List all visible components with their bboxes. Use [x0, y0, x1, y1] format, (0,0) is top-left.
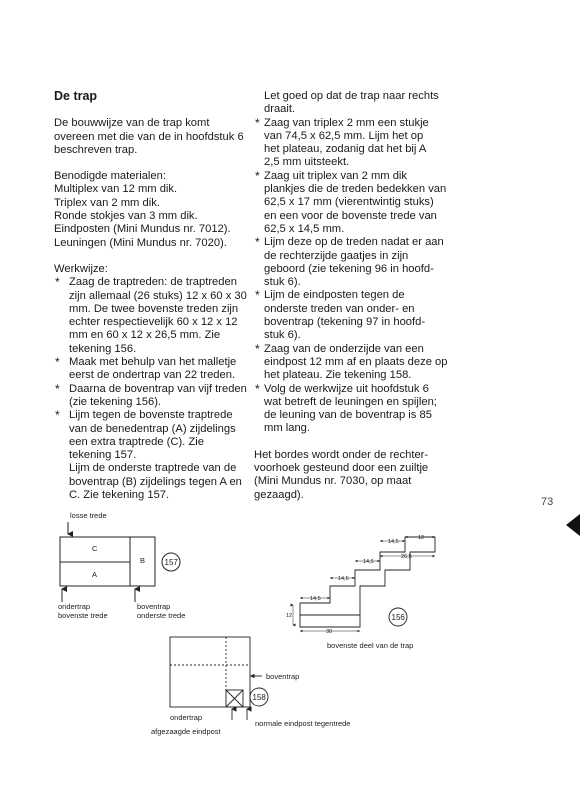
svg-text:12: 12: [286, 613, 293, 619]
svg-text:30: 30: [326, 629, 333, 635]
svg-text:afgezaagde eindpost: afgezaagde eindpost: [151, 727, 221, 736]
fig156-number: 156: [391, 613, 405, 622]
svg-text:14,5: 14,5: [310, 596, 321, 602]
svg-text:12: 12: [418, 535, 425, 541]
step-item: * Zaag de traptreden: de traptreden zijn allemaal (26 stuks) 12 x 60 x 30 mm. De twee bovenste treden zijn echter respectievelijk 60 x 12 x 12 mm en 60 x 12 x 26,5 mm. Zie tekening 156.: [54, 276, 254, 356]
step-item: * Lijm tegen de bovenste traptrede van de benedentrap (A) zijdelings een extra traptrede (C). Zie tekening 157.: [54, 409, 254, 462]
section-title: De trap: [54, 89, 98, 103]
svg-text:14,5: 14,5: [388, 539, 399, 545]
svg-text:bovenste trede: bovenste trede: [58, 611, 108, 620]
materials-heading: Benodigde materialen:: [54, 170, 166, 183]
fig158-number: 158: [252, 693, 266, 702]
closing-paragraph: Het bordes wordt onder de rechter- voorhoek gesteund door een zuiltje (Mini Mundus nr. 7030, op maat gezaagd).: [254, 448, 429, 501]
step-item: * Daarna de boventrap van vijf treden (zie tekening 156).: [54, 383, 254, 410]
svg-text:boventrap: boventrap: [137, 602, 171, 611]
svg-text:14,5: 14,5: [363, 559, 374, 565]
figure-157: [58, 511, 185, 620]
fig158-right-label: boventrap: [266, 672, 300, 681]
svg-text:26,5: 26,5: [401, 554, 412, 560]
step-item: * Zaag van de onderzijde van een eindpost 12 mm af en plaats deze op het plateau. Zie tekening 158.: [254, 343, 469, 383]
step-item: * Lijm deze op de treden nadat er aan de rechterzijde gaatjes in zijn geboord (zie tekening 96 in hoofd- stuk 6).: [254, 236, 469, 289]
figure-158: [151, 637, 350, 736]
step-item: * Maak met behulp van het malletje eerst de ondertrap van 22 treden.: [54, 356, 254, 383]
method-heading: Werkwijze:: [54, 262, 108, 275]
page-number: 73: [541, 496, 554, 508]
figure-156: [286, 535, 435, 650]
fig156-caption: bovenste deel van de trap: [327, 641, 414, 650]
step-item: * Zaag uit triplex van 2 mm dik plankjes die de treden bedekken van 62,5 x 17 mm (vierentwintig stuks) en een voor de bovenste trede van 62,5 x 14,5 mm.: [254, 170, 469, 236]
right-intro: Let goed op dat de trap naar rechts draait.: [264, 90, 439, 116]
fig157-number: 157: [164, 558, 178, 567]
step-continuation: Lijm de onderste traptrede van de boventrap (B) zijdelings tegen A en C. Zie tekening 157.: [69, 462, 242, 502]
materials-list: Benodigde materialen: Multiplex van 12 mm dik. Triplex van 2 mm dik. Ronde stokjes van 3 mm dik. Eindposten (Mini Mundus nr. 7012). Leuningen (Mini Mundus nr. 7020).: [54, 170, 254, 250]
svg-text:ondertrap: ondertrap: [170, 713, 203, 722]
svg-text:14,5: 14,5: [338, 576, 349, 582]
fig157-box-a: A: [92, 570, 98, 579]
step-item: * Zaag van triplex 2 mm een stukje van 74,5 x 62,5 mm. Lijm het op het plateau, zodanig dat het bij A 2,5 mm uitsteekt.: [254, 117, 469, 170]
intro-paragraph: De bouwwijze van de trap komt overeen met die van de in hoofdstuk 6 beschreven trap.: [54, 117, 244, 156]
step-item: * Volg de werkwijze uit hoofdstuk 6 wat betreft de leuningen en spijlen; de leuning van de boventrap is 85 mm lang.: [254, 383, 469, 436]
svg-text:onderste trede: onderste trede: [137, 611, 186, 620]
fig158-bottom-right: normale eindpost tegentrede: [255, 719, 351, 728]
step-item: * Lijm de eindposten tegen de onderste treden van onder- en boventrap (tekening 97 in hoofd- stuk 6).: [254, 289, 469, 342]
fig157-top-label: losse trede: [70, 511, 107, 520]
svg-text:ondertrap: ondertrap: [58, 602, 91, 611]
fig157-box-c: C: [92, 544, 98, 553]
fig157-box-b: B: [140, 556, 146, 565]
